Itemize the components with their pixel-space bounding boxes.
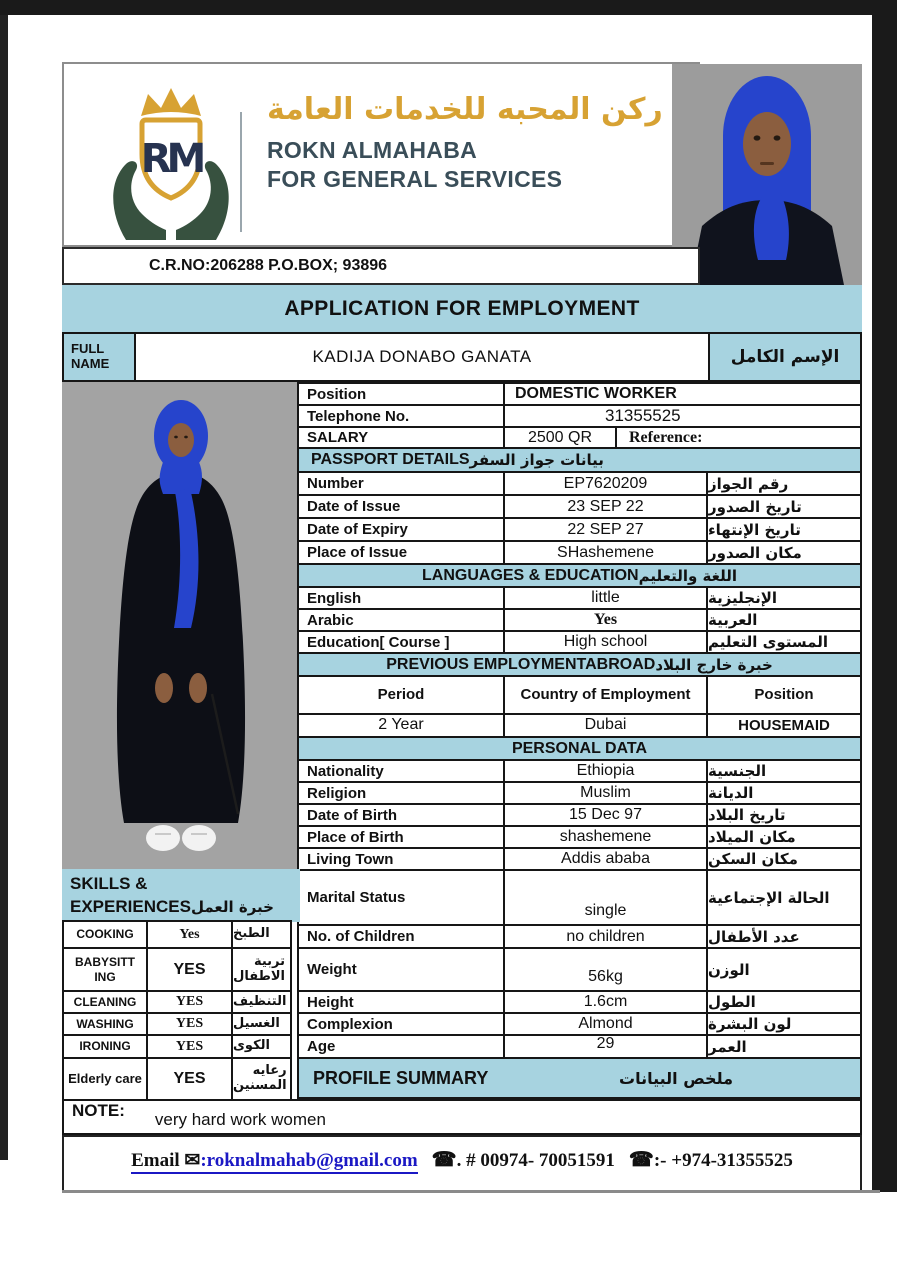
- application-form-table: [297, 382, 862, 1059]
- field-label-arabic: عدد الأطفال: [706, 924, 862, 949]
- field-label: Place of Issue: [297, 540, 505, 565]
- field-label: Marital Status: [297, 869, 505, 926]
- field-label: Place of Birth: [297, 825, 505, 849]
- skill-name: Elderly care: [62, 1057, 148, 1101]
- brand-line-2: FOR GENERAL SERVICES: [267, 165, 563, 192]
- field-label: Height: [297, 990, 505, 1014]
- field-value: Addis ababa: [503, 847, 708, 871]
- field-label: Date of Birth: [297, 803, 505, 827]
- skill-row: [62, 947, 292, 992]
- column-header: Period: [297, 675, 505, 715]
- skill-name-arabic: تربية الاطفال: [231, 947, 292, 992]
- profile-summary-title: PROFILE SUMMARY: [313, 1067, 489, 1088]
- field-label-arabic: الإنجليزية: [706, 586, 862, 610]
- table-row-marital-status: [297, 869, 862, 926]
- email-group: [131, 1150, 418, 1174]
- field-label-arabic: تاريخ الصدور: [706, 494, 862, 519]
- table-row: [297, 1012, 862, 1036]
- field-value: Muslim: [503, 781, 708, 805]
- field-label: Arabic: [297, 608, 505, 632]
- field-label-arabic: مكان السكن: [706, 847, 862, 871]
- field-value: High school: [503, 630, 708, 654]
- field-label-arabic: المستوى التعليم: [706, 630, 862, 654]
- contact-box: [62, 1135, 862, 1192]
- section-header-profile-summary: [297, 1057, 862, 1099]
- table-row: [297, 586, 862, 610]
- table-row: [297, 847, 862, 871]
- section-header-passport: PASSPORT DETAILS بيانات جواز السفر: [297, 447, 862, 473]
- field-value: 22 SEP 27: [503, 517, 708, 542]
- skill-value: YES: [146, 990, 233, 1014]
- field-value: SHashemene: [503, 540, 708, 565]
- company-logo: [96, 82, 246, 242]
- field-label: Telephone No.: [297, 404, 505, 428]
- field-label: Education[ Course ]: [297, 630, 505, 654]
- field-label-arabic: العربية: [706, 608, 862, 632]
- column-header: Country of Employment: [503, 675, 708, 715]
- document-title: APPLICATION FOR EMPLOYMENT: [284, 296, 640, 320]
- applicant-fullbody-photo: [62, 382, 300, 869]
- field-value: single: [503, 869, 708, 926]
- field-label: SALARY: [297, 426, 505, 449]
- skill-name: IRONING: [62, 1034, 148, 1059]
- skill-row: [62, 1057, 292, 1101]
- table-row: [297, 517, 862, 542]
- field-label-arabic: الوزن: [706, 947, 862, 992]
- applicant-portrait-photo: [672, 64, 862, 285]
- field-value: 23 SEP 22: [503, 494, 708, 519]
- skill-value: YES: [146, 1057, 233, 1101]
- field-label-arabic: تاريخ البلاد: [706, 803, 862, 827]
- previous-employment-columns: [297, 675, 862, 715]
- table-row: [297, 803, 862, 827]
- field-label: Complexion: [297, 1012, 505, 1036]
- logo-monogram: RM: [140, 136, 202, 182]
- header-divider: [240, 112, 242, 232]
- field-value: 29: [503, 1034, 708, 1059]
- right-black-bar: [872, 0, 897, 1192]
- skill-name: COOKING: [62, 920, 148, 949]
- full-name-row: [62, 332, 862, 382]
- skill-value: YES: [146, 1034, 233, 1059]
- table-row: [297, 1034, 862, 1059]
- field-value: little: [503, 586, 708, 610]
- column-header: Position: [706, 675, 862, 715]
- table-row: [297, 608, 862, 632]
- table-row: [297, 990, 862, 1014]
- contact-line: [131, 1147, 793, 1190]
- table-row: [297, 494, 862, 519]
- skill-name: CLEANING: [62, 990, 148, 1014]
- envelope-icon: ✉: [184, 1150, 201, 1171]
- section-header-previous-employment: PREVIOUS EMPLOYMENTABROAD خبرة خارج البلاد: [297, 652, 862, 677]
- field-value: 31355525: [503, 404, 862, 428]
- skill-value: YES: [146, 947, 233, 992]
- table-row-position: [297, 382, 862, 406]
- section-header-personal-data: PERSONAL DATA: [297, 736, 862, 761]
- table-row-weight: [297, 947, 862, 992]
- table-row: [297, 825, 862, 849]
- email-link[interactable]: :roknalmahab@gmail.com: [200, 1150, 418, 1171]
- skill-value: YES: [146, 1012, 233, 1036]
- field-label: Number: [297, 471, 505, 496]
- note-label: NOTE:: [72, 1101, 125, 1120]
- skill-row: [62, 1034, 292, 1059]
- skill-row: [62, 990, 292, 1014]
- field-label-arabic: رقم الجواز: [706, 471, 862, 496]
- profile-summary-title-arabic: ملخص البيانات: [619, 1068, 734, 1088]
- email-label: Email: [131, 1150, 180, 1171]
- field-value: 1.6cm: [503, 990, 708, 1014]
- field-label-arabic: تاريخ الإنتهاء: [706, 517, 862, 542]
- brand-name-english: [267, 136, 687, 194]
- table-row: [297, 924, 862, 949]
- brand-name-arabic: ركن المحبه للخدمات العامة: [267, 92, 663, 127]
- skill-name-arabic: الكوى: [231, 1034, 292, 1059]
- skill-row: [62, 920, 292, 949]
- field-value: HOUSEMAID: [706, 713, 862, 738]
- field-label: Position: [297, 382, 505, 406]
- field-label-arabic: الطول: [706, 990, 862, 1014]
- phone-icon: ☎: [628, 1149, 654, 1171]
- skill-row: [62, 1012, 292, 1036]
- full-name-value: KADIJA DONABO GANATA: [134, 332, 710, 382]
- field-label: Date of Expiry: [297, 517, 505, 542]
- field-value: 2 Year: [297, 713, 505, 738]
- cr-number-text: C.R.NO:206288 P.O.BOX; 93896: [149, 257, 388, 274]
- phone-icon: ☎: [431, 1149, 457, 1171]
- field-label-arabic: الديانة: [706, 781, 862, 805]
- field-value: 2500 QR: [503, 426, 617, 449]
- crown-icon: [141, 88, 201, 116]
- field-value: Dubai: [503, 713, 708, 738]
- field-label-arabic: العمر: [706, 1034, 862, 1059]
- page-bottom-shadow: [62, 1190, 880, 1193]
- field-label-arabic: الحالة الإجتماعية: [706, 869, 862, 926]
- phone-number-2: :- +974-31355525: [653, 1150, 793, 1171]
- field-label: Age: [297, 1034, 505, 1059]
- field-value: DOMESTIC WORKER: [503, 382, 862, 406]
- field-value: no children: [503, 924, 708, 949]
- table-row: [297, 759, 862, 783]
- registration-box: [62, 247, 700, 285]
- skill-name-arabic: التنظيف: [231, 990, 292, 1014]
- skill-name-arabic: الطبخ: [231, 920, 292, 949]
- table-row: [297, 630, 862, 654]
- field-label-arabic: مكان الصدور: [706, 540, 862, 565]
- field-value: Almond: [503, 1012, 708, 1036]
- field-value: EP7620209: [503, 471, 708, 496]
- note-value: very hard work women: [154, 1110, 326, 1129]
- full-name-label-arabic: الإسم الكامل: [708, 332, 862, 382]
- field-value: shashemene: [503, 825, 708, 849]
- skills-header: SKILLS & EXPERIENCESخبرة العمل: [62, 869, 300, 922]
- skill-value: Yes: [146, 920, 233, 949]
- table-row: [297, 781, 862, 805]
- full-name-label: FULL NAME: [62, 332, 136, 382]
- field-value: 15 Dec 97: [503, 803, 708, 827]
- top-black-bar: [0, 0, 897, 15]
- skill-name-arabic: الغسيل: [231, 1012, 292, 1036]
- field-label: Date of Issue: [297, 494, 505, 519]
- skill-name-arabic: رعايه المسنين: [231, 1057, 292, 1101]
- left-black-edge: [0, 15, 8, 1160]
- field-label: Nationality: [297, 759, 505, 783]
- table-row: [297, 471, 862, 496]
- field-label-arabic: مكان الميلاد: [706, 825, 862, 849]
- field-label: Living Town: [297, 847, 505, 871]
- table-row-telephone: [297, 404, 862, 428]
- reference-label: Reference:: [615, 426, 862, 449]
- table-row: [297, 540, 862, 565]
- document-title-band: [62, 285, 862, 332]
- previous-employment-values: [297, 713, 862, 738]
- field-label-arabic: لون البشرة: [706, 1012, 862, 1036]
- field-value: Yes: [503, 608, 708, 632]
- field-label: English: [297, 586, 505, 610]
- field-value: 56kg: [503, 947, 708, 992]
- field-label-arabic: الجنسية: [706, 759, 862, 783]
- skill-name: BABYSITT ING: [62, 947, 148, 992]
- field-label: Weight: [297, 947, 505, 992]
- phone-number-1: . # 00974- 70051591: [456, 1150, 615, 1171]
- brand-line-1: ROKN ALMAHABA: [267, 137, 478, 163]
- skills-section: [62, 869, 300, 1101]
- field-label: Religion: [297, 781, 505, 805]
- section-header-languages: LANGUAGES & EDUCATION اللغة والتعليم: [297, 563, 862, 588]
- table-row-salary: [297, 426, 862, 449]
- field-value: Ethiopia: [503, 759, 708, 783]
- field-label: No. of Children: [297, 924, 505, 949]
- company-header: [62, 62, 700, 247]
- skill-name: WASHING: [62, 1012, 148, 1036]
- note-row: [62, 1099, 862, 1135]
